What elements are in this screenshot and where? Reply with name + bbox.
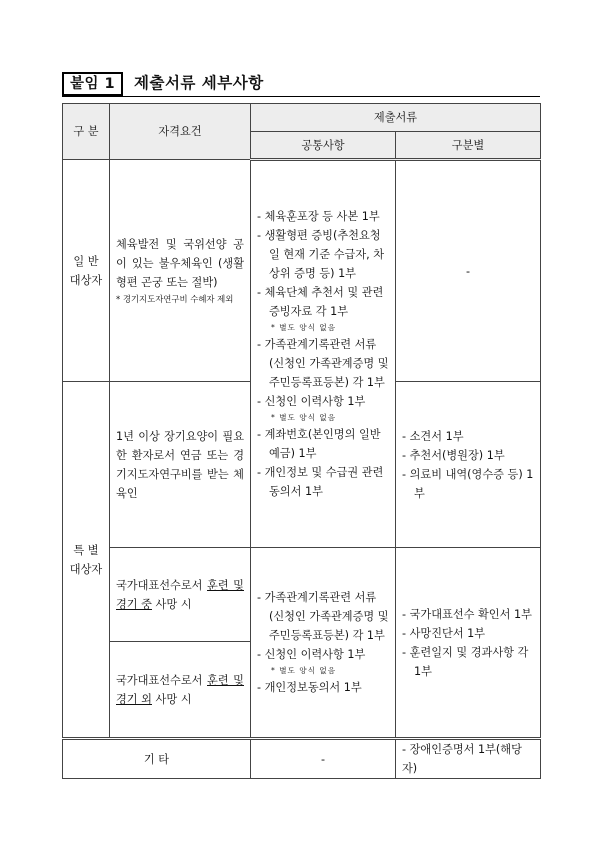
page-title: 제출서류 세부사항 — [134, 74, 264, 92]
page-header — [62, 72, 540, 97]
category-general — [63, 160, 110, 382]
doc-item: - 체육단체 추천서 및 관련 증빙자료 각 1부 — [257, 286, 384, 318]
doc-item: - 사망진단서 1부 — [402, 626, 486, 640]
specific-special-2 — [396, 548, 541, 739]
doc-item: - 신청인 이력사항 1부 — [257, 648, 366, 661]
header-common: 공통사항 — [251, 132, 396, 160]
header-documents: 제출서류 — [251, 104, 541, 132]
category-general-line1: 일 반 — [73, 254, 99, 268]
doc-item: - 추천서(병원장) 1부 — [402, 448, 505, 462]
common-docs-2 — [251, 548, 396, 739]
doc-item: - 개인정보동의서 1부 — [257, 681, 362, 694]
etc-label: 기 타 — [63, 739, 251, 779]
category-special — [63, 382, 110, 739]
category-special-line2: 대상자 — [69, 562, 103, 576]
doc-item: - 계좌번호(본인명의 일반 예금) 1부 — [257, 428, 381, 460]
doc-item: - 소견서 1부 — [402, 429, 464, 443]
etc-common: - — [251, 739, 396, 779]
qualification-special-2 — [110, 548, 251, 642]
category-general-line2: 대상자 — [69, 273, 103, 287]
doc-item: - 가족관계기록관련 서류 (신청인 가족관계증명 및 주민등록표등본) 각 1부 — [257, 591, 389, 642]
doc-item: - 의료비 내역(영수증 등) 1부 — [402, 467, 534, 500]
qualification-text: 국가대표선수로서 — [116, 578, 208, 592]
qualification-general — [110, 160, 251, 382]
header-qualification: 자격요건 — [110, 104, 251, 160]
doc-note: * 별도 양식 없음 — [271, 323, 337, 332]
qualification-special-1: 1년 이상 장기요양이 필요한 환자로서 연금 또는 경기지도자연구비를 받는 체육인 — [110, 382, 251, 548]
doc-item: - 생활형편 증빙(추천요청일 현재 기준 수급자, 차상위 증명 등) 1부 — [257, 229, 385, 280]
qualification-underline: 훈련 및 경기 외 — [116, 673, 244, 706]
header-specific: 구분별 — [396, 132, 541, 160]
qualification-underline: 훈련 및 경기 중 — [116, 578, 244, 611]
qualification-text: 사망 시 — [151, 692, 192, 706]
doc-item: - 훈련일지 및 경과사항 각 1부 — [402, 645, 529, 678]
attachment-tag: 붙임 1 — [62, 72, 123, 96]
doc-note: * 별도 양식 없음 — [271, 666, 337, 675]
etc-specific: - 장애인증명서 1부(해당자) — [396, 739, 541, 779]
doc-item: - 신청인 이력사항 1부 — [257, 395, 366, 408]
common-docs-1 — [251, 160, 396, 548]
doc-item: - 국가대표선수 확인서 1부 — [402, 607, 532, 621]
specific-special-1 — [396, 382, 541, 548]
doc-item: - 가족관계기록관련 서류 (신청인 가족관계증명 및 주민등록표등본) 각 1부 — [257, 338, 389, 389]
qualification-special-3 — [110, 642, 251, 739]
specific-general: - — [396, 160, 541, 382]
doc-item: - 체육훈포장 등 사본 1부 — [257, 210, 380, 223]
doc-item: - 개인정보 및 수급권 관련 동의서 1부 — [257, 466, 384, 498]
doc-note: * 별도 양식 없음 — [271, 413, 337, 422]
qualification-general-note: * 경기지도자연구비 수혜자 제외 — [116, 294, 234, 304]
qualification-general-text: 체육발전 및 국위선양 공이 있는 불우체육인 (생활형편 곤궁 또는 절박) — [116, 238, 244, 289]
header-category: 구 분 — [63, 104, 110, 160]
category-special-line1: 특 별 — [73, 543, 99, 557]
qualification-text: 사망 시 — [151, 597, 192, 611]
qualification-text: 국가대표선수로서 — [116, 673, 208, 687]
documents-table — [62, 103, 541, 779]
